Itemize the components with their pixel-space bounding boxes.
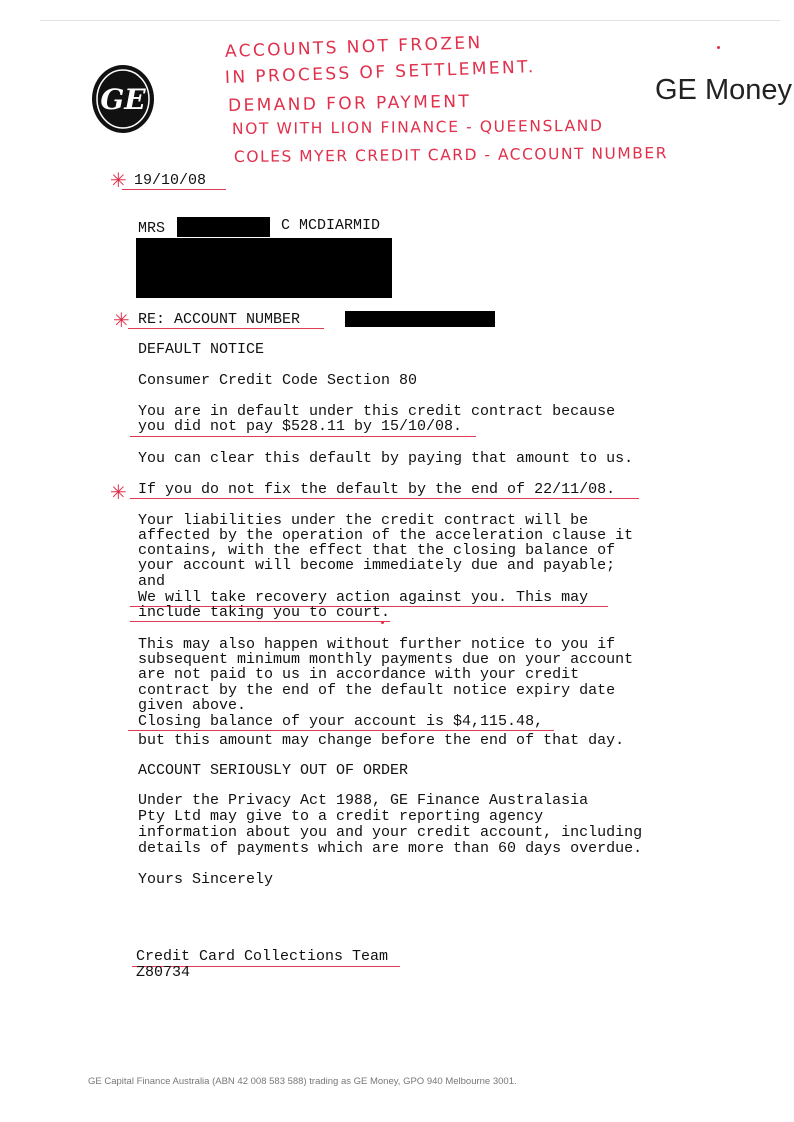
para1-line-1: You are in default under this credit contract because [138,403,616,420]
para5-line-4: contract by the end of the default notice expiry date [138,682,616,699]
ge-logo [90,62,156,136]
date-underline [122,189,226,190]
account-status: ACCOUNT SERIOUSLY OUT OF ORDER [138,762,409,779]
annotation-star-date: ✳ [110,168,127,192]
para4-line-2: affected by the operation of the acceleration clause it [138,527,634,544]
notice-title: DEFAULT NOTICE [138,341,265,358]
para4-line-5: and [138,573,166,590]
para4-line-3: contains, with the effect that the closing balance of [138,542,616,559]
closing: Yours Sincerely [138,871,274,888]
annotation-dot [381,621,384,624]
annotation-line-5: COLES MYER CREDIT CARD - ACCOUNT NUMBER [233,144,668,166]
para4-line-1: Your liabilities under the credit contract will be [138,512,589,529]
annotation-star-deadline: ✳ [110,480,127,504]
annotation-line-3: DEMAND FOR PAYMENT [227,91,472,116]
recipient-name: C MCDIARMID [281,217,381,234]
redaction-account-number [345,311,495,327]
re-line-underline [128,328,324,329]
para6-line-2: Pty Ltd may give to a credit reporting agency [138,808,544,825]
para3-underline [130,498,639,499]
para1-line-2: you did not pay $528.11 by 15/10/08. [138,418,463,435]
para5-line-3: are not paid to us in accordance with your credit [138,666,580,683]
signature-code: Z80734 [136,964,191,981]
para5-line-1: This may also happen without further notice to you if [138,636,616,653]
annotation-mark [717,46,720,49]
para2: You can clear this default by paying that amount to us. [138,450,634,467]
para6-line-1: Under the Privacy Act 1988, GE Finance Australasia [138,792,589,809]
top-rule [40,20,780,21]
re-line: RE: ACCOUNT NUMBER [138,311,301,328]
footer-legal: GE Capital Finance Australia (ABN 42 008 583 588) trading as GE Money, GPO 940 Melbourne 3001. [88,1076,517,1087]
para5-line-7: but this amount may change before the end of that day. [138,732,625,749]
para4-line-7: include taking you to court. [138,604,391,621]
code-reference: Consumer Credit Code Section 80 [138,372,418,389]
brand-name: GE Money [655,74,792,106]
para5-line-6: Closing balance of your account is $4,115.48, [138,713,544,730]
para5-line-5: given above. [138,697,247,714]
para3: If you do not fix the default by the end of 22/11/08. [138,481,616,498]
para4-underline-2 [130,621,390,622]
annotation-line-2: IN PROCESS OF SETTLEMENT. [224,57,537,88]
signature-team: Credit Card Collections Team [136,948,389,965]
letter-date: 19/10/08 [134,172,207,189]
annotation-star-account: ✳ [113,308,130,332]
annotation-line-1: ACCOUNTS NOT FROZEN [224,33,483,62]
annotation-line-4: NOT WITH LION FINANCE - QUEENSLAND [231,116,604,138]
para1-underline [130,436,476,437]
redaction-address [136,238,392,298]
para4-line-6: We will take recovery action against you. This may [138,589,589,606]
para4-line-4: your account will become immediately due and payable; [138,557,616,574]
para5-underline [128,730,554,731]
para6-line-3: information about you and your credit account, including [138,824,643,841]
salutation-prefix: MRS [138,220,166,237]
redaction-first-name [177,217,270,237]
para6-line-4: details of payments which are more than 60 days overdue. [138,840,643,857]
ge-logo-letters: GE [100,83,146,116]
para5-line-2: subsequent minimum monthly payments due on your account [138,651,634,668]
